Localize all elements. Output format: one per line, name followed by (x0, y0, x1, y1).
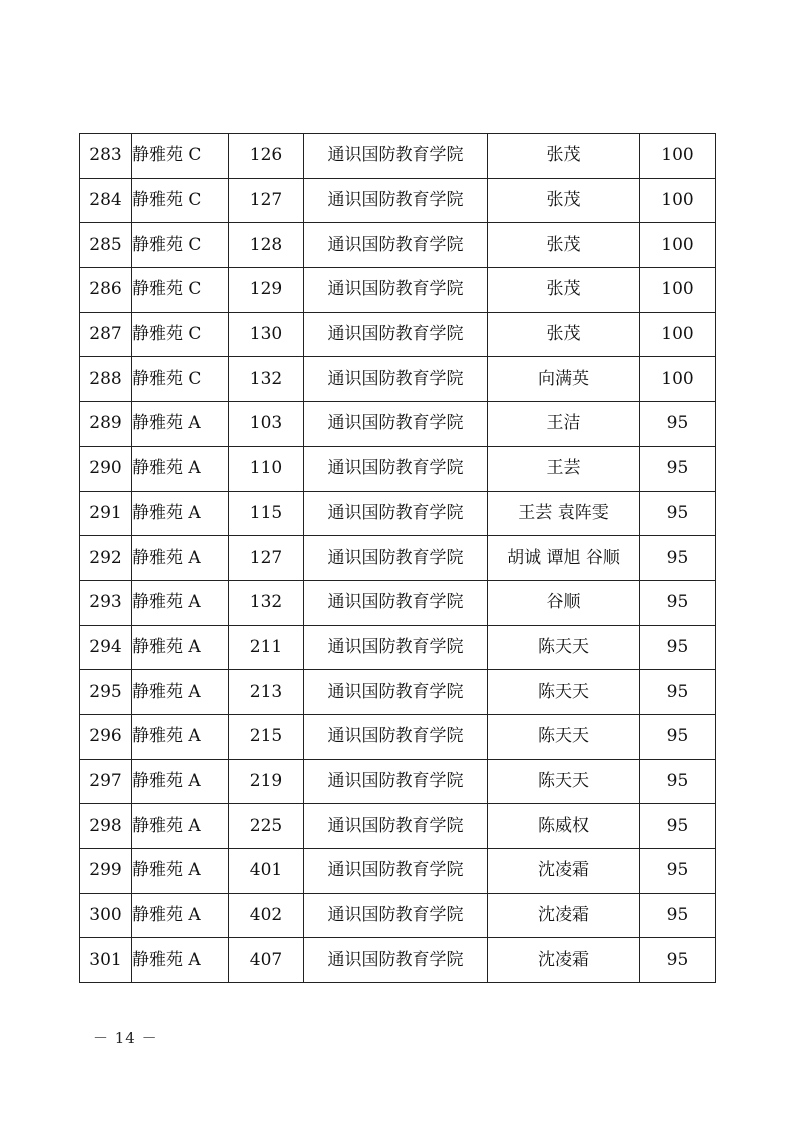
responsible-person: 向满英 (488, 357, 640, 402)
building-name: 静雅苑 A (132, 625, 229, 670)
table-row (80, 938, 716, 983)
table-row (80, 536, 716, 581)
table-row (80, 849, 716, 894)
score-value: 95 (640, 714, 716, 759)
responsible-person: 陈天天 (488, 670, 640, 715)
score-value: 95 (640, 491, 716, 536)
room-number: 402 (229, 893, 304, 938)
college-name: 通识国防教育学院 (304, 178, 488, 223)
college-name: 通识国防教育学院 (304, 357, 488, 402)
row-number: 301 (80, 938, 132, 983)
row-number: 294 (80, 625, 132, 670)
row-number: 286 (80, 268, 132, 313)
table-row (80, 759, 716, 804)
college-name: 通识国防教育学院 (304, 759, 488, 804)
table-row (80, 268, 716, 313)
row-number: 292 (80, 536, 132, 581)
college-name: 通识国防教育学院 (304, 580, 488, 625)
row-number: 284 (80, 178, 132, 223)
college-name: 通识国防教育学院 (304, 134, 488, 179)
table-row (80, 714, 716, 759)
college-name: 通识国防教育学院 (304, 223, 488, 268)
college-name: 通识国防教育学院 (304, 849, 488, 894)
score-value: 100 (640, 268, 716, 313)
room-number: 401 (229, 849, 304, 894)
responsible-person: 张茂 (488, 312, 640, 357)
building-name: 静雅苑 C (132, 223, 229, 268)
score-value: 95 (640, 402, 716, 447)
building-name: 静雅苑 C (132, 268, 229, 313)
college-name: 通识国防教育学院 (304, 670, 488, 715)
room-number: 110 (229, 446, 304, 491)
dormitory-score-table (79, 133, 716, 983)
college-name: 通识国防教育学院 (304, 491, 488, 536)
row-number: 293 (80, 580, 132, 625)
building-name: 静雅苑 A (132, 446, 229, 491)
table-row (80, 312, 716, 357)
table-row (80, 893, 716, 938)
table-row (80, 357, 716, 402)
score-value: 95 (640, 893, 716, 938)
score-value: 100 (640, 357, 716, 402)
responsible-person: 张茂 (488, 178, 640, 223)
responsible-person: 沈凌霜 (488, 938, 640, 983)
college-name: 通识国防教育学院 (304, 536, 488, 581)
building-name: 静雅苑 A (132, 938, 229, 983)
score-value: 95 (640, 804, 716, 849)
table-row (80, 446, 716, 491)
building-name: 静雅苑 C (132, 178, 229, 223)
room-number: 115 (229, 491, 304, 536)
responsible-person: 陈天天 (488, 625, 640, 670)
page-number: － 14 － (93, 1029, 158, 1047)
score-value: 95 (640, 938, 716, 983)
table-row (80, 625, 716, 670)
room-number: 128 (229, 223, 304, 268)
responsible-person: 张茂 (488, 223, 640, 268)
row-number: 299 (80, 849, 132, 894)
college-name: 通识国防教育学院 (304, 804, 488, 849)
score-value: 95 (640, 670, 716, 715)
table-row (80, 580, 716, 625)
score-value: 100 (640, 223, 716, 268)
room-number: 130 (229, 312, 304, 357)
building-name: 静雅苑 A (132, 849, 229, 894)
responsible-person: 谷顺 (488, 580, 640, 625)
room-number: 103 (229, 402, 304, 447)
score-value: 95 (640, 446, 716, 491)
room-number: 129 (229, 268, 304, 313)
room-number: 215 (229, 714, 304, 759)
row-number: 287 (80, 312, 132, 357)
row-number: 283 (80, 134, 132, 179)
score-value: 100 (640, 134, 716, 179)
responsible-person: 胡诚 谭旭 谷顺 (488, 536, 640, 581)
table-row (80, 491, 716, 536)
room-number: 126 (229, 134, 304, 179)
responsible-person: 沈凌霜 (488, 849, 640, 894)
row-number: 285 (80, 223, 132, 268)
college-name: 通识国防教育学院 (304, 312, 488, 357)
row-number: 300 (80, 893, 132, 938)
row-number: 298 (80, 804, 132, 849)
responsible-person: 张茂 (488, 268, 640, 313)
row-number: 296 (80, 714, 132, 759)
row-number: 291 (80, 491, 132, 536)
college-name: 通识国防教育学院 (304, 625, 488, 670)
score-value: 100 (640, 178, 716, 223)
score-value: 95 (640, 625, 716, 670)
room-number: 407 (229, 938, 304, 983)
table-row (80, 223, 716, 268)
college-name: 通识国防教育学院 (304, 893, 488, 938)
college-name: 通识国防教育学院 (304, 402, 488, 447)
college-name: 通识国防教育学院 (304, 268, 488, 313)
college-name: 通识国防教育学院 (304, 714, 488, 759)
row-number: 290 (80, 446, 132, 491)
building-name: 静雅苑 A (132, 536, 229, 581)
responsible-person: 王芸 袁阵雯 (488, 491, 640, 536)
room-number: 132 (229, 580, 304, 625)
responsible-person: 陈天天 (488, 714, 640, 759)
responsible-person: 陈威权 (488, 804, 640, 849)
score-value: 100 (640, 312, 716, 357)
score-value: 95 (640, 849, 716, 894)
score-value: 95 (640, 759, 716, 804)
room-number: 211 (229, 625, 304, 670)
room-number: 225 (229, 804, 304, 849)
room-number: 132 (229, 357, 304, 402)
room-number: 127 (229, 536, 304, 581)
table-body (80, 134, 716, 983)
table-row (80, 670, 716, 715)
building-name: 静雅苑 C (132, 357, 229, 402)
table-row (80, 402, 716, 447)
table-row (80, 134, 716, 179)
building-name: 静雅苑 A (132, 670, 229, 715)
score-value: 95 (640, 536, 716, 581)
building-name: 静雅苑 A (132, 402, 229, 447)
college-name: 通识国防教育学院 (304, 446, 488, 491)
building-name: 静雅苑 A (132, 714, 229, 759)
building-name: 静雅苑 C (132, 134, 229, 179)
row-number: 288 (80, 357, 132, 402)
score-value: 95 (640, 580, 716, 625)
building-name: 静雅苑 C (132, 312, 229, 357)
building-name: 静雅苑 A (132, 491, 229, 536)
building-name: 静雅苑 A (132, 759, 229, 804)
college-name: 通识国防教育学院 (304, 938, 488, 983)
responsible-person: 王洁 (488, 402, 640, 447)
row-number: 297 (80, 759, 132, 804)
table-row (80, 804, 716, 849)
responsible-person: 陈天天 (488, 759, 640, 804)
row-number: 295 (80, 670, 132, 715)
building-name: 静雅苑 A (132, 804, 229, 849)
table-row (80, 178, 716, 223)
responsible-person: 沈凌霜 (488, 893, 640, 938)
responsible-person: 张茂 (488, 134, 640, 179)
responsible-person: 王芸 (488, 446, 640, 491)
room-number: 127 (229, 178, 304, 223)
building-name: 静雅苑 A (132, 893, 229, 938)
building-name: 静雅苑 A (132, 580, 229, 625)
row-number: 289 (80, 402, 132, 447)
room-number: 213 (229, 670, 304, 715)
room-number: 219 (229, 759, 304, 804)
